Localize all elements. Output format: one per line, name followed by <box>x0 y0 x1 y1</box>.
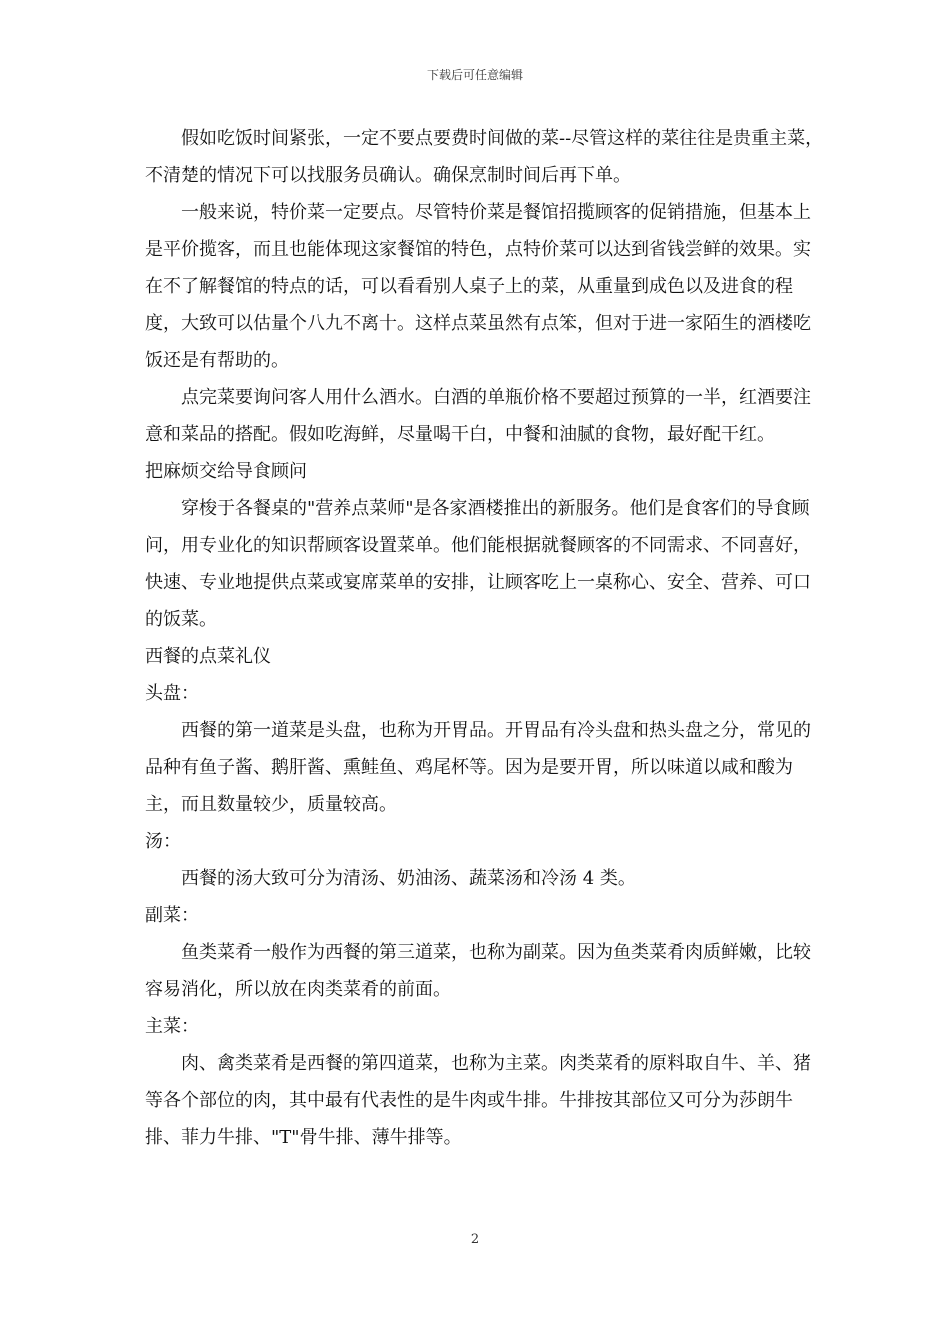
page-number: 2 <box>470 1232 480 1247</box>
paragraph-main-course: 肉、禽类菜肴是西餐的第四道菜，也称为主菜。肉类菜肴的原料取自牛、羊、猪等各个部位的肉，其中最有代表性的是牛肉或牛排。牛排按其部位又可分为莎朗牛排、菲力牛排、"T"骨牛排、薄牛排等。 <box>145 1053 811 1148</box>
subheading-main-course: 主菜： <box>145 1016 199 1037</box>
subheading-side-dish: 副菜： <box>145 905 199 926</box>
page-header: 下载后可任意编辑 <box>426 68 523 82</box>
section-heading-food-advisor: 把麻烦交给导食顾问 <box>145 461 307 482</box>
paragraph-soup: 西餐的汤大致可分为清汤、奶油汤、蔬菜汤和冷汤 4 类。 <box>181 868 636 889</box>
paragraph-drinks: 点完菜要询问客人用什么酒水。白酒的单瓶价格不要超过预算的一半，红酒要注意和菜品的搭配。假如吃海鲜，尽量喝干白，中餐和油腻的食物，最好配干红。 <box>145 387 811 445</box>
paragraph-food-advisor: 穿梭于各餐桌的"营养点菜师"是各家酒楼推出的新服务。他们是食客们的导食顾问，用专业化的知识帮顾客设置菜单。他们能根据就餐顾客的不同需求、不同喜好，快速、专业地提供点菜或宴席菜单的安排，让顾客吃上一桌称心、安全、营养、可口的饭菜。 <box>145 498 811 630</box>
paragraph-side-dish: 鱼类菜肴一般作为西餐的第三道菜，也称为副菜。因为鱼类菜肴肉质鲜嫩，比较容易消化，所以放在肉类菜肴的前面。 <box>145 942 811 1000</box>
section-heading-western-dining: 西餐的点菜礼仪 <box>145 646 271 667</box>
paragraph-appetizer: 西餐的第一道菜是头盘，也称为开胃品。开胃品有冷头盘和热头盘之分，常见的品种有鱼子酱、鹅肝酱、熏鲑鱼、鸡尾杯等。因为是要开胃，所以味道以咸和酸为主，而且数量较少，质量较高。 <box>145 720 811 815</box>
paragraph-special-dishes: 一般来说，特价菜一定要点。尽管特价菜是餐馆招揽顾客的促销措施，但基本上是平价揽客，而且也能体现这家餐馆的特色，点特价菜可以达到省钱尝鲜的效果。实在不了解餐馆的特点的话，可以看看别人桌子上的菜，从重量到成色以及进食的程度，大致可以估量个八九不离十。这样点菜虽然有点笨，但对于进一家陌生的酒楼吃饭还是有帮助的。 <box>145 202 811 371</box>
subheading-appetizer: 头盘： <box>145 683 199 704</box>
document-body <box>145 120 825 1156</box>
paragraph-cooking-time: 假如吃饭时间紧张，一定不要点要费时间做的菜--尽管这样的菜往往是贵重主菜，不清楚的情况下可以找服务员确认。确保烹制时间后再下单。 <box>145 128 824 186</box>
subheading-soup: 汤： <box>145 831 181 852</box>
